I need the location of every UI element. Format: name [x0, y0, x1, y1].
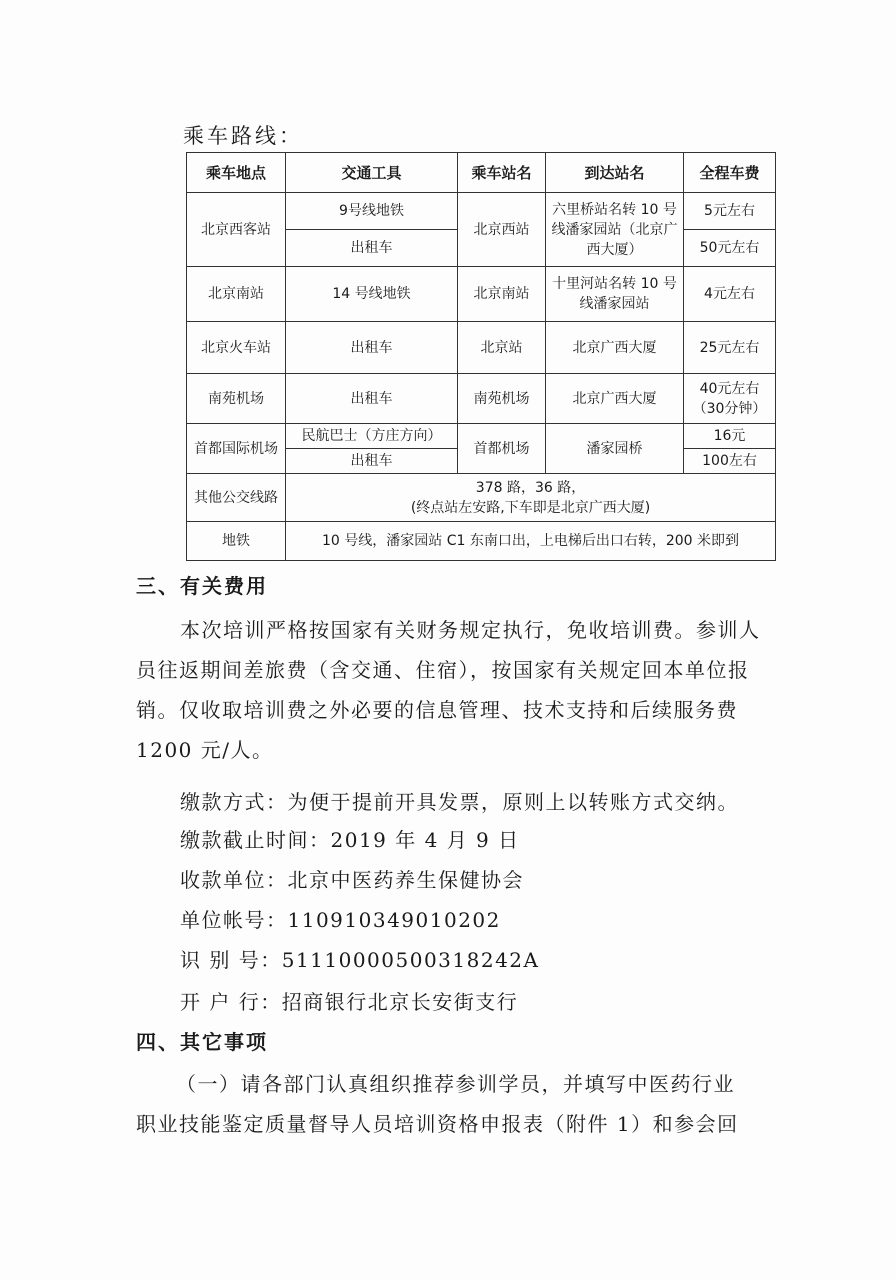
cell-place: 地铁	[187, 522, 286, 561]
table-row	[187, 424, 776, 449]
other-line-2: 职业技能鉴定质量督导人员培训资格申报表（附件 1）和参会回	[136, 1112, 739, 1136]
bus-line-1: 378 路，36 路，	[475, 479, 586, 496]
cell-station: 首都机场	[458, 424, 546, 474]
header-station: 乘车站名	[458, 153, 546, 193]
cell-tool: 9号线地铁	[286, 193, 458, 230]
cell-place: 北京南站	[187, 267, 286, 322]
cell-place: 首都国际机场	[187, 424, 286, 474]
cell-fare: 50元左右	[684, 230, 776, 267]
cell-fare: 16元	[684, 424, 776, 449]
cell-tool: 出租车	[286, 374, 458, 424]
table-row	[187, 267, 776, 322]
bank: 开 户 行：招商银行北京长安街支行	[180, 990, 519, 1014]
cell-station: 南苑机场	[458, 374, 546, 424]
account-number: 单位帐号：110910349010202	[180, 908, 501, 932]
cell-bus-detail	[286, 474, 776, 522]
header-tool: 交通工具	[286, 153, 458, 193]
route-table	[186, 152, 776, 561]
cell-fare: 5元左右	[684, 193, 776, 230]
cell-fare: 100左右	[684, 449, 776, 474]
cell-fare: 40元左右（30分钟）	[684, 374, 776, 424]
route-title: 乘车路线：	[183, 124, 303, 148]
header-fare: 全程车费	[684, 153, 776, 193]
table-header-row	[187, 153, 776, 193]
fees-body: 本次培训严格按国家有关财务规定执行，免收培训费。参训人员往返期间差旅费（含交通、住宿），按国家有关规定回本单位报销。仅收取培训费之外必要的信息管理、技术支持和后续服务费 1200 元/人。	[136, 618, 761, 762]
cell-tool: 14 号线地铁	[286, 267, 458, 322]
header-arrival: 到达站名	[546, 153, 684, 193]
cell-arrival: 潘家园桥	[546, 424, 684, 474]
cell-station: 北京西站	[458, 193, 546, 267]
cell-tool: 出租车	[286, 449, 458, 474]
cell-fare: 25元左右	[684, 322, 776, 374]
cell-tool: 民航巴士（方庄方向）	[286, 424, 458, 449]
other-line-1: （一）请各部门认真组织推荐参训学员，并填写中医药行业	[176, 1072, 735, 1096]
table-row	[187, 322, 776, 374]
other-heading: 四、其它事项	[136, 1030, 268, 1054]
cell-arrival: 北京广西大厦	[546, 374, 684, 424]
table-row	[187, 374, 776, 424]
payment-method: 缴款方式：为便于提前开具发票，原则上以转账方式交纳。	[180, 790, 739, 814]
table-row	[187, 474, 776, 522]
cell-arrival: 十里河站名转 10 号线潘家园站	[546, 267, 684, 322]
cell-station: 北京站	[458, 322, 546, 374]
cell-fare: 4元左右	[684, 267, 776, 322]
cell-place: 北京火车站	[187, 322, 286, 374]
header-place: 乘车地点	[187, 153, 286, 193]
cell-place: 北京西客站	[187, 193, 286, 267]
payment-deadline: 缴款截止时间：2019 年 4 月 9 日	[180, 828, 520, 852]
cell-arrival: 北京广西大厦	[546, 322, 684, 374]
cell-tool: 出租车	[286, 322, 458, 374]
id-number: 识 别 号：51110000500318242A	[180, 948, 540, 972]
bus-line-2: (终点站左安路,下车即是北京广西大厦)	[410, 499, 651, 516]
table-row	[187, 193, 776, 230]
cell-place: 南苑机场	[187, 374, 286, 424]
cell-station: 北京南站	[458, 267, 546, 322]
cell-place: 其他公交线路	[187, 474, 286, 522]
table-row	[187, 522, 776, 561]
fees-heading: 三、有关费用	[136, 574, 268, 598]
payee: 收款单位：北京中医药养生保健协会	[180, 868, 524, 892]
cell-arrival: 六里桥站名转 10 号线潘家园站（北京广西大厦）	[546, 193, 684, 267]
cell-subway-detail: 10 号线，潘家园站 C1 东南口出，上电梯后出口右转，200 米即到	[286, 522, 776, 561]
cell-tool: 出租车	[286, 230, 458, 267]
